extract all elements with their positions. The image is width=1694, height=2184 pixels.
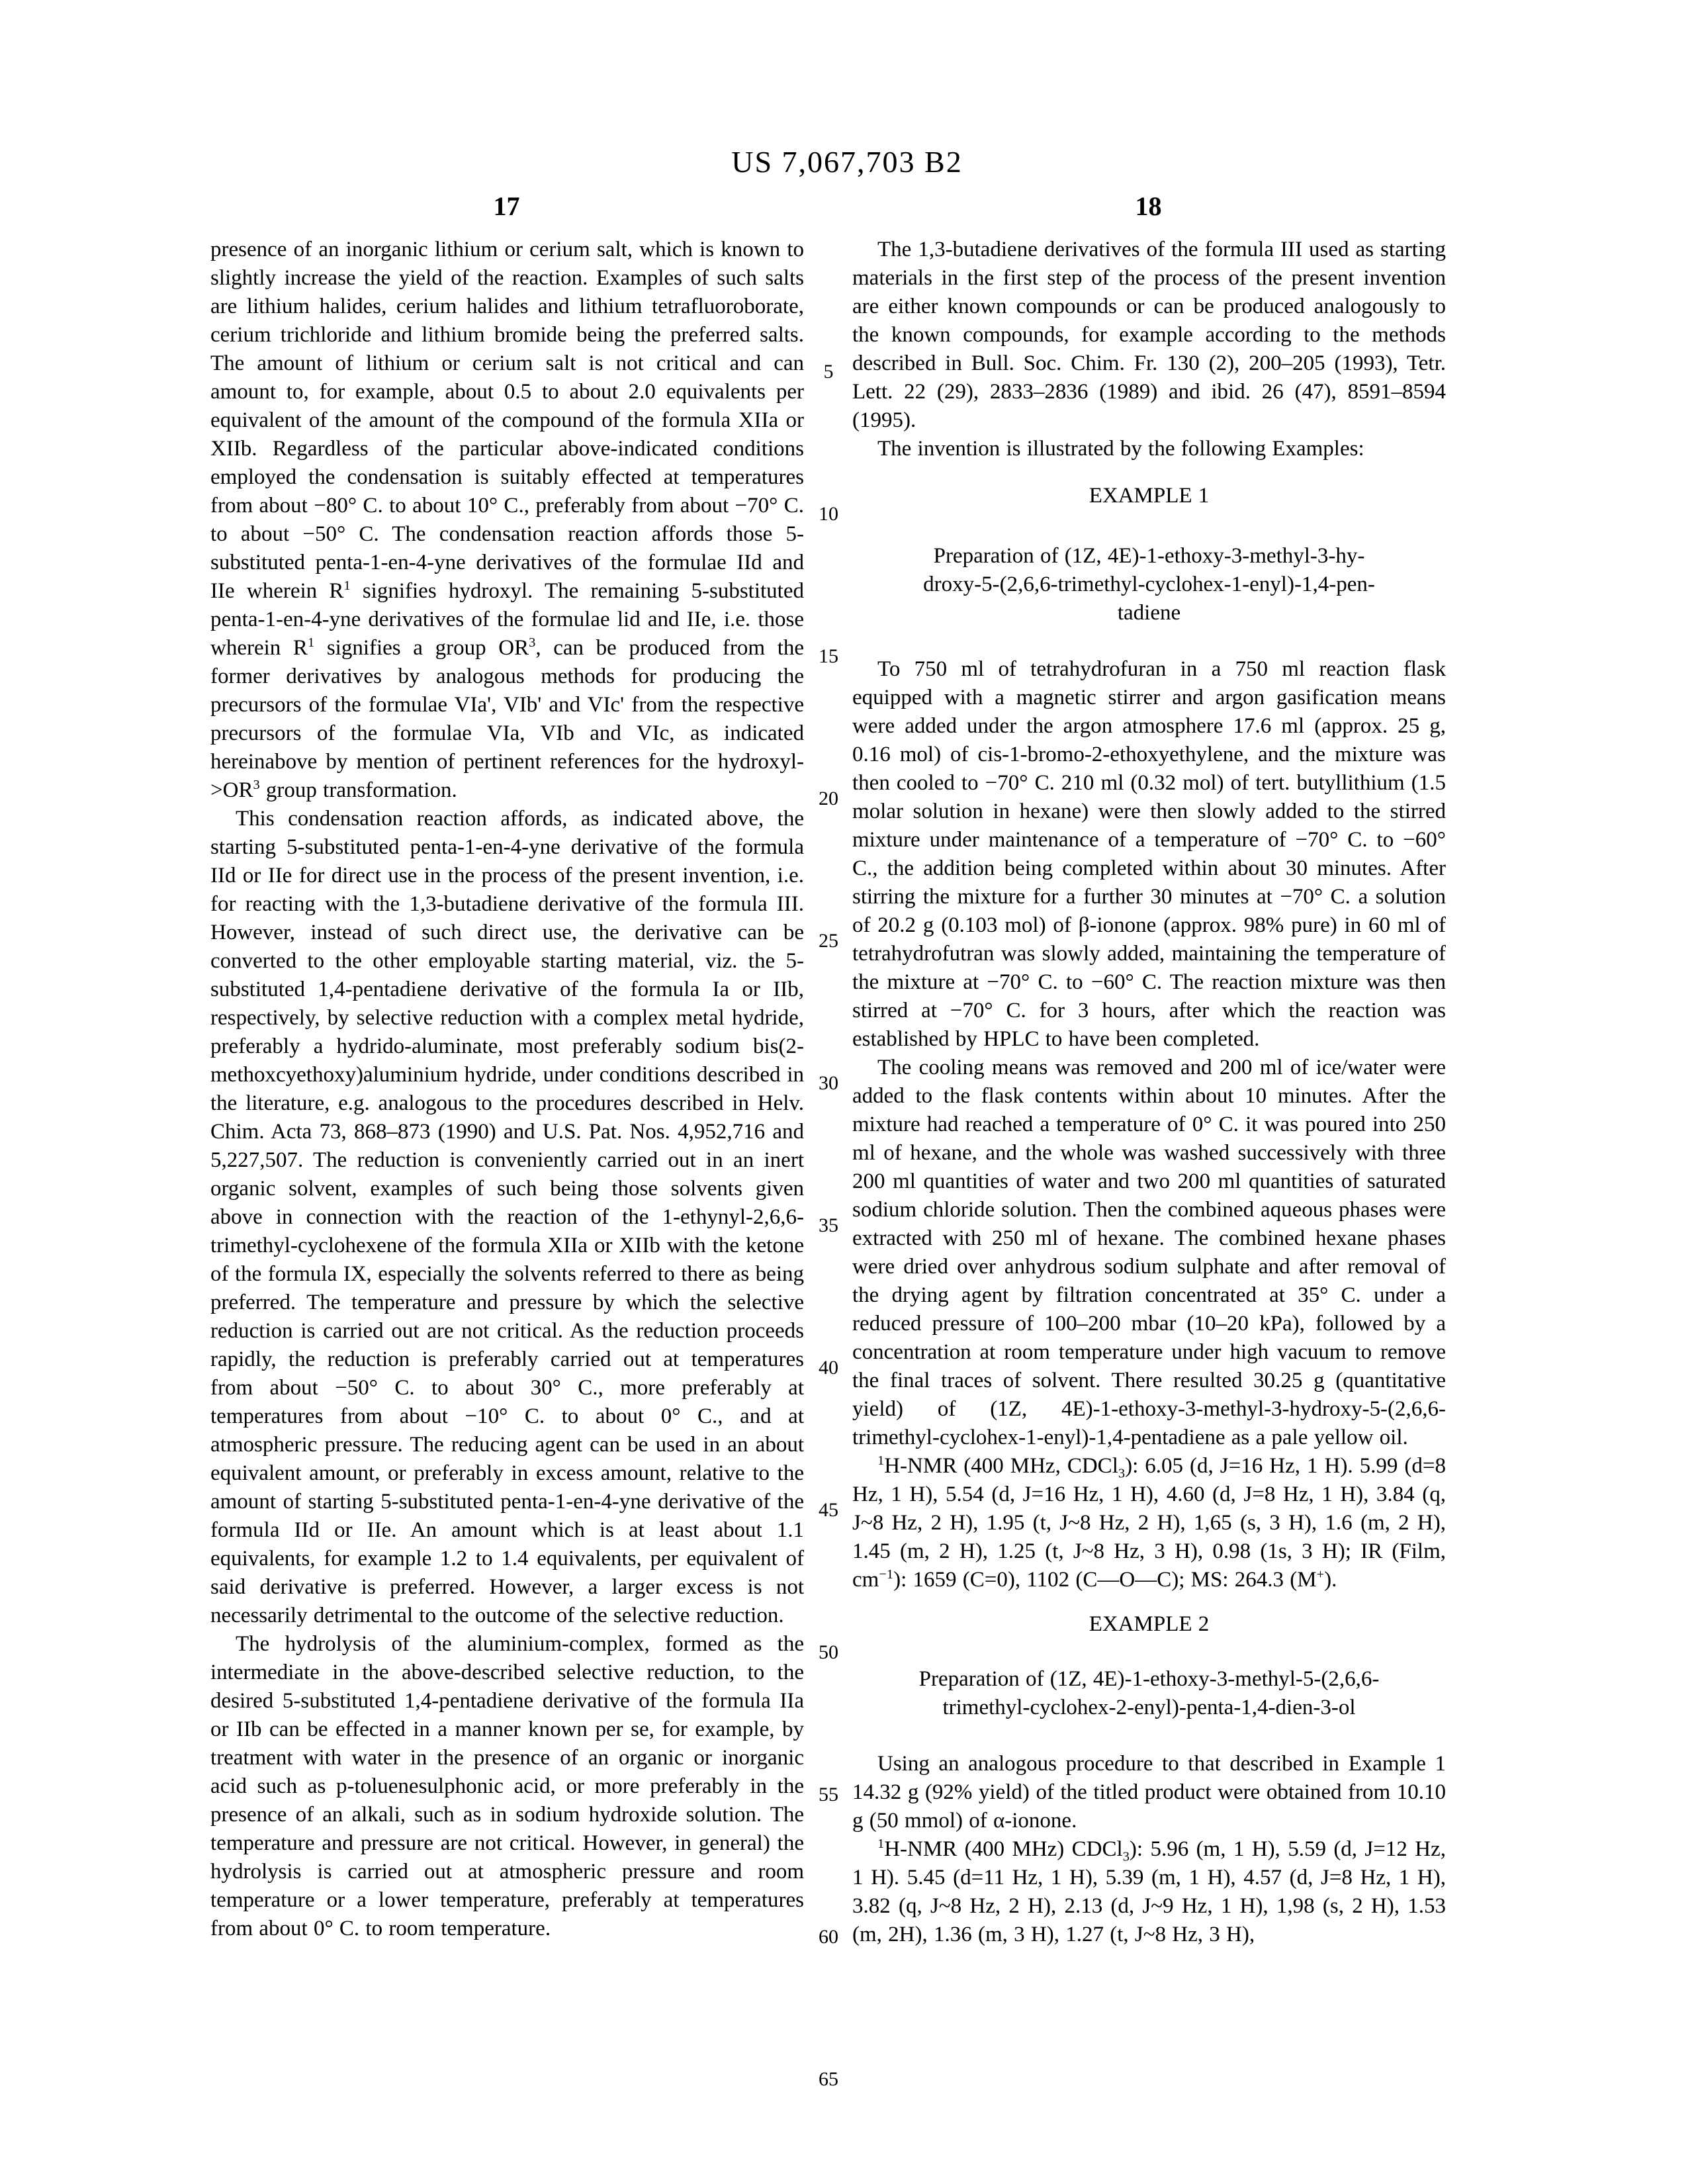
example-2-nmr-paragraph: $^1$H-NMR (400 MHz) CDCl$_3$): 5.96 (m, 1 H), 5.59 (d, J=12 Hz, 1 H). 5.45 (d=11 Hz, 1 H), 5.39 (m, 1 H), 4.57 (d, J=8 Hz, 1 H), 3.82 (q, J~8 Hz, 2 H), 2.13 (d, J~9 Hz, 1 H), 1,98 (s, 2 H), 1.53 (m, 2H), 1.36 (m, 3 H), 1.27 (t, J~8 Hz, 3 H), xyxy=(852,1837,1446,1946)
example-1-title-line-1: Preparation of (1Z, 4E)-1-ethoxy-3-methyl-3-hy- xyxy=(933,544,1365,568)
right-paragraph-butadiene: The 1,3-butadiene derivatives of the formula III used as starting materials in the first step of the process of the present invention are either known compounds or can be produced analogously to the known compounds, for example according to the methods described in Bull. Soc. Chim. Fr. 130 (2), 200–205 (1993), Tetr. Lett. 22 (29), 2833–2836 (1989) and ibid. 26 (47), 8591–8594 (1995). xyxy=(852,238,1446,432)
example-2-title-line-1: Preparation of (1Z, 4E)-1-ethoxy-3-methyl-5-(2,6,6- xyxy=(918,1667,1380,1691)
right-paragraph-invention-illustrated: The invention is illustrated by the following Examples: xyxy=(877,437,1364,461)
gutter-line-number-5: 5 xyxy=(823,361,834,383)
gutter-line-number-10: 10 xyxy=(819,503,838,525)
example-1-procedure-paragraph: To 750 ml of tetrahydrofuran in a 750 ml reaction flask equipped with a magnetic stirrer and argon gasification means were added under the argon atmosphere 17.6 ml (approx. 25 g, 0.16 mol) of cis-1-bromo-2-ethoxyethylene, and the mixture was then cooled to −70° C. 210 ml (0.32 mol) of tert. butyllithium (1.5 molar solution in hexane) were then slowly added to the stirred mixture under maintenance of a temperature of −70° C. to −60° C., the addition being completed within about 30 minutes. After stirring the mixture for a further 30 minutes at −70° C. a solution of 20.2 g (0.103 mol) of β-ionone (approx. 98% pure) in 60 ml of tetrahydrofutran was slowly added, maintaining the temperature of the mixture at −70° C. to −60° C. The reaction mixture was then stirred at −70° C. for 3 hours, after which the reaction was established by HPLC to have been completed. xyxy=(852,657,1446,1051)
example-1-heading: EXAMPLE 1 xyxy=(1089,484,1210,508)
gutter-line-number-20: 20 xyxy=(819,788,838,809)
patent-number-header: US 7,067,703 B2 xyxy=(731,145,963,179)
gutter-line-number-60: 60 xyxy=(819,1926,838,1948)
left-paragraph-condensation: This condensation reaction affords, as indicated above, the starting 5-substituted penta-1-en-4-yne derivative of the formula IId or IIe for direct use in the process of the present invention, i.e. for reacting with the 1,3-butadiene derivative of the formula III. However, instead of such direct use, the derivative can be converted to the other employable starting material, viz. the 5-substituted 1,4-pentadiene derivative of the formula Ia or IIb, respectively, by selective reduction with a complex metal hydride, preferably a hydrido-aluminate, most preferably sodium bis(2-methoxcyethoxy)aluminium hydride, under conditions described in the literature, e.g. analogous to the procedures described in Helv. Chim. Acta 73, 868–873 (1990) and U.S. Pat. Nos. 4,952,716 and 5,227,507. The reduction is conveniently carried out in an inert organic solvent, examples of such being those solvents given above in connection with the reaction of the 1-ethynyl-2,6,6-trimethyl-cyclohexene of the formula XIIa or XIIb with the ketone of the formula IX, especially the solvents referred to there as being preferred. The temperature and pressure by which the selective reduction is carried out are not critical. As the reduction proceeds rapidly, the reduction is preferably carried out at temperatures from about −50° C. to about 30° C., more preferably at temperatures from about −10° C. to about 0° C., and at atmospheric pressure. The reducing agent can be used in an about equivalent amount, or preferably in excess amount, relative to the amount of starting 5-substituted penta-1-en-4-yne derivative of the formula IId or IIe. An amount which is at least about 1.1 equivalents, for example 1.2 to 1.4 equivalents, per equivalent of said derivative is preferred. However, a larger excess is not necessarily detrimental to the outcome of the selective reduction. xyxy=(210,807,804,1627)
right-column xyxy=(852,236,1446,1949)
example-1-title-line-2: droxy-5-(2,6,6-trimethyl-cyclohex-1-enyl)-1,4-pen- xyxy=(923,572,1375,596)
gutter-line-number-15: 15 xyxy=(819,645,838,667)
column-number-right: 18 xyxy=(1135,191,1162,221)
gutter-line-number-25: 25 xyxy=(819,930,838,952)
example-1-workup-paragraph: The cooling means was removed and 200 ml of ice/water were added to the flask contents within about 10 minutes. After the mixture had reached a temperature of 0° C. it was poured into 250 ml of hexane, and the whole was washed successively with three 200 ml quantities of water and two 200 ml quantities of saturated sodium chloride solution. Then the combined aqueous phases were extracted with 250 ml of hexane. The combined hexane phases were dried over anhydrous sodium sulphate and after removal of the drying agent by filtration concentrated at 35° C. under a reduced pressure of 100–200 mbar (10–20 kPa), followed by a concentration at room temperature under high vacuum to remove the final traces of solvent. There resulted 30.25 g (quantitative yield) of (1Z, 4E)-1-ethoxy-3-methyl-3-hydroxy-5-(2,6,6-trimethyl-cyclohex-1-enyl)-1,4-pentadiene as a pale yellow oil. xyxy=(852,1056,1446,1449)
example-1-title xyxy=(852,542,1446,627)
gutter-line-number-55: 55 xyxy=(819,1784,838,1805)
gutter-line-number-45: 45 xyxy=(819,1499,838,1521)
left-paragraph-hydrolysis: The hydrolysis of the aluminium-complex, formed as the intermediate in the above-described selective reduction, to the desired 5-substituted 1,4-pentadiene derivative of the formula IIa or IIb can be effected in a manner known per se, for example, by treatment with water in the presence of an organic or inorganic acid such as p-toluenesulphonic acid, or more preferably in the presence of an alkali, such as in sodium hydroxide solution. The temperature and pressure are not critical. However, in general) the hydrolysis is carried out at atmospheric pressure and room temperature or a lower temperature, preferably at temperatures from about 0° C. to room temperature. xyxy=(210,1632,804,1940)
example-2-procedure-paragraph: Using an analogous procedure to that described in Example 1 14.32 g (92% yield) of the titled product were obtained from 10.10 g (50 mmol) of α-ionone. xyxy=(852,1752,1446,1833)
gutter-line-number-30: 30 xyxy=(819,1072,838,1094)
left-paragraph-continuation: presence of an inorganic lithium or cerium salt, which is known to slightly increase the yield of the reaction. Examples of such salts are lithium halides, cerium halides and lithium tetrafluoroborate, cerium trichloride and lithium bromide being the preferred salts. The amount of lithium or cerium salt is not critical and can amount to, for example, about 0.5 to about 2.0 equivalents per equivalent of the amount of the compound of the formula XIIa or XIIb. Regardless of the particular above-indicated conditions employed the condensation is suitably effected at temperatures from about −80° C. to about 10° C., preferably from about −70° C. to about −50° C. The condensation reaction affords those 5-substituted penta-1-en-4-yne derivatives of the formulae IId and IIe wherein $R^1$ signifies hydroxyl. The remaining 5-substituted penta-1-en-4-yne derivatives of the formulae lid and IIe, i.e. those wherein $R^1$ signifies a group $OR^3$, can be produced from the former derivatives by analogous methods for producing the precursors of the formulae VIa', VIb' and VIc' from the respective precursors of the formulae VIa, VIb and VIc, as indicated hereinabove by mention of pertinent references for the hydroxyl-$>OR^3$ group transformation. xyxy=(210,238,805,802)
example-1-title-line-3: tadiene xyxy=(1117,601,1181,625)
gutter-line-number-65: 65 xyxy=(819,2068,838,2090)
example-2-heading: EXAMPLE 2 xyxy=(1089,1612,1210,1636)
example-2-title-line-2: trimethyl-cyclohex-2-enyl)-penta-1,4-dien-3-ol xyxy=(942,1696,1356,1719)
left-column xyxy=(210,236,804,1943)
gutter-line-number-50: 50 xyxy=(819,1641,838,1663)
column-number-left: 17 xyxy=(493,191,520,221)
example-1-nmr-paragraph: $^1$H-NMR (400 MHz, CDCl$_3$): 6.05 (d, J=16 Hz, 1 H). 5.99 (d=8 Hz, 1 H), 5.54 (d, J=16 Hz, 1 H), 4.60 (d, J=8 Hz, 1 H), 3.84 (q, J~8 Hz, 2 H), 1.95 (t, J~8 Hz, 2 H), 1,65 (s, 3 H), 1.6 (m, 2 H), 1.45 (m, 2 H), 1.25 (t, J~8 Hz, 3 H), 0.98 (1s, 3 H); IR (Film, $cm^{-1}$): 1659 (C=0), 1102 (C—O—C); MS: 264.3 (M+). xyxy=(852,1453,1447,1592)
example-2-title xyxy=(852,1665,1446,1722)
gutter-line-number-35: 35 xyxy=(819,1214,838,1236)
gutter-line-number-40: 40 xyxy=(819,1357,838,1379)
